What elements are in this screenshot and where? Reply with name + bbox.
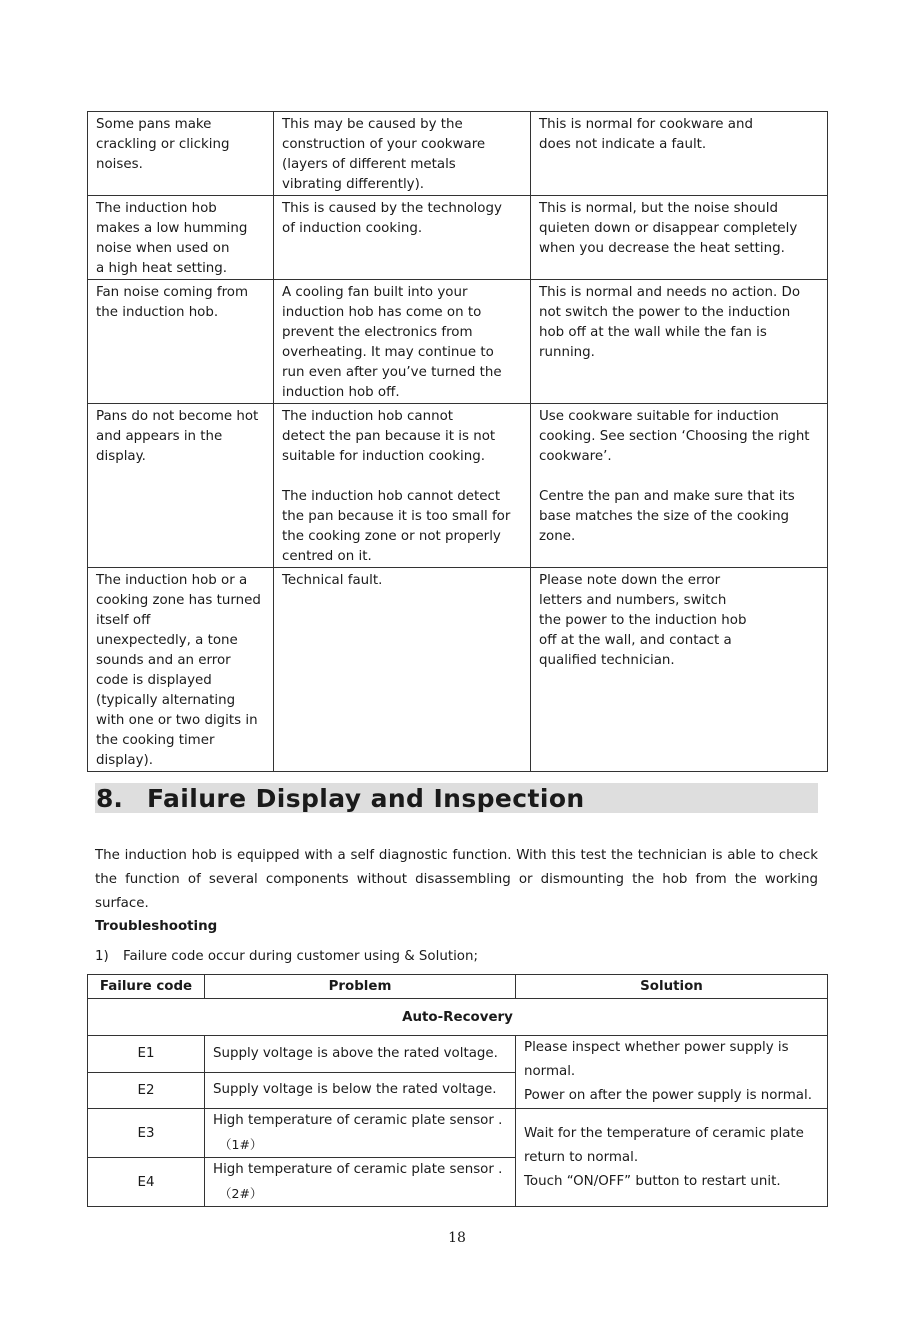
problem-text: High temperature of ceramic plate sensor . bbox=[213, 1113, 503, 1128]
group-row bbox=[88, 999, 828, 1036]
problem-text: High temperature of ceramic plate sensor . bbox=[213, 1162, 503, 1177]
table-row bbox=[88, 568, 828, 772]
failure-problem: Supply voltage is above the rated voltage. bbox=[205, 1036, 516, 1073]
failure-problem bbox=[205, 1109, 516, 1158]
table-row bbox=[88, 1036, 828, 1073]
problem-cell: The induction hob or a cooking zone has turned itself off unexpectedly, a tone sounds and an error code is displayed (typically alternating with one or two digits in the cooking timer display). bbox=[88, 568, 274, 772]
section-heading bbox=[95, 783, 818, 813]
cause-cell: This may be caused by the construction of your cookware (layers of different metals vibrating differently). bbox=[274, 112, 531, 196]
cause-cell: The induction hob cannot detect the pan because it is not suitable for induction cooking. The induction hob cannot detect the pan because it is too small for the cooking zone or not properly centred on it. bbox=[274, 404, 531, 568]
solution-line: normal. bbox=[524, 1064, 576, 1079]
header-problem: Problem bbox=[205, 975, 516, 999]
failure-code: E3 bbox=[88, 1109, 205, 1158]
cause-cell: Technical fault. bbox=[274, 568, 531, 772]
section-number: 8. bbox=[96, 784, 123, 813]
failure-code: E2 bbox=[88, 1072, 205, 1109]
table-row bbox=[88, 1109, 828, 1158]
troubleshooting-table bbox=[87, 111, 828, 772]
failure-problem bbox=[205, 1158, 516, 1207]
problem-cell: The induction hob makes a low humming noise when used on a high heat setting. bbox=[88, 196, 274, 280]
page-number: 18 bbox=[448, 1230, 466, 1246]
auto-recovery-label: Auto-Recovery bbox=[88, 999, 828, 1036]
table-row bbox=[88, 196, 828, 280]
solution-cell: Use cookware suitable for induction cooking. See section ‘Choosing the right cookware’. Centre the pan and make sure that its base matches the size of the cooking zone. bbox=[531, 404, 828, 568]
cause-cell: A cooling fan built into your induction hob has come on to prevent the electronics from overheating. It may continue to run even after you’ve turned the induction hob off. bbox=[274, 280, 531, 404]
problem-cell: Pans do not become hot and appears in the display. bbox=[88, 404, 274, 568]
sensor-note: （1#） bbox=[219, 1137, 263, 1152]
solution-line: Please inspect whether power supply is bbox=[524, 1040, 789, 1055]
table-row bbox=[88, 280, 828, 404]
cause-cell: This is caused by the technology of induction cooking. bbox=[274, 196, 531, 280]
solution-cell: This is normal for cookware and does not indicate a fault. bbox=[531, 112, 828, 196]
solution-cell: Please note down the error letters and numbers, switch the power to the induction hob off at the wall, and contact a qualified technician. bbox=[531, 568, 828, 772]
header-failure-code: Failure code bbox=[88, 975, 205, 999]
failure-solution-voltage bbox=[516, 1036, 828, 1109]
problem-cell: Fan noise coming from the induction hob. bbox=[88, 280, 274, 404]
solution-cell: This is normal and needs no action. Do not switch the power to the induction hob off at the wall while the fan is running. bbox=[531, 280, 828, 404]
troubleshooting-subheading: Troubleshooting bbox=[95, 919, 218, 934]
header-solution: Solution bbox=[516, 975, 828, 999]
list-item bbox=[95, 945, 478, 969]
sensor-note: （2#） bbox=[219, 1186, 263, 1201]
failure-code: E1 bbox=[88, 1036, 205, 1073]
solution-line: Touch “ON/OFF” button to restart unit. bbox=[524, 1173, 781, 1189]
problem-cell: Some pans make crackling or clicking noises. bbox=[88, 112, 274, 196]
table-row bbox=[88, 404, 828, 568]
intro-paragraph: The induction hob is equipped with a self diagnostic function. With this test the technician is able to check the function of several components without disassembling or dismounting the hob from the working surface. bbox=[95, 848, 818, 911]
solution-line: Power on after the power supply is normal. bbox=[524, 1088, 812, 1103]
list-item-text: Failure code occur during customer using & Solution; bbox=[123, 949, 478, 964]
solution-cell: This is normal, but the noise should quieten down or disappear completely when you decrease the heat setting. bbox=[531, 196, 828, 280]
failure-problem: Supply voltage is below the rated voltage. bbox=[205, 1072, 516, 1109]
list-item-number: 1) bbox=[95, 949, 109, 964]
failure-code: E4 bbox=[88, 1158, 205, 1207]
table-header-row bbox=[88, 975, 828, 999]
failure-code-table bbox=[87, 974, 828, 1207]
solution-line: return to normal. bbox=[524, 1149, 639, 1165]
section-title: Failure Display and Inspection bbox=[147, 784, 585, 813]
failure-solution-temperature bbox=[516, 1109, 828, 1207]
table-row bbox=[88, 112, 828, 196]
solution-line: Wait for the temperature of ceramic plate bbox=[524, 1125, 804, 1141]
